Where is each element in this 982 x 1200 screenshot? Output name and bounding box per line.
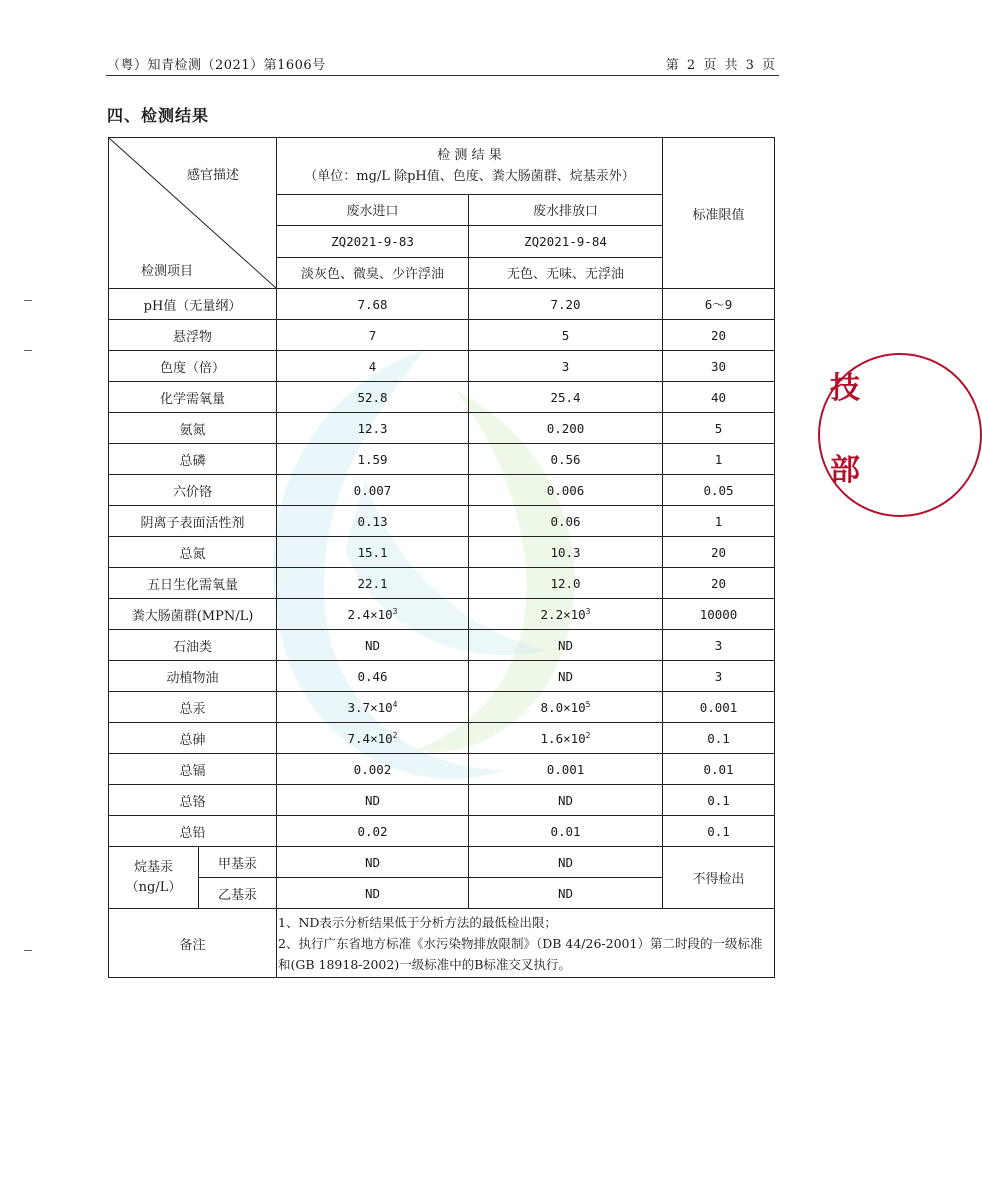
standard-limit: 40 <box>663 382 775 413</box>
outlet-value <box>469 692 663 723</box>
outlet-value <box>469 444 663 475</box>
inlet-value <box>277 723 469 754</box>
inlet-exponent: 2 <box>392 730 398 740</box>
inlet-value <box>277 692 469 723</box>
inlet-value-text: 7.68 <box>357 296 388 312</box>
standard-limit: 20 <box>663 568 775 599</box>
outlet-value <box>469 754 663 785</box>
outlet-value <box>469 289 663 320</box>
inlet-value <box>277 568 469 599</box>
inlet-value <box>277 816 469 847</box>
table-row <box>109 413 775 444</box>
outlet-value-text: 7.20 <box>550 296 581 312</box>
inlet-value-text: 0.02 <box>357 823 388 839</box>
sample-name: 废水进口 <box>277 194 469 225</box>
scan-mark <box>24 300 32 301</box>
test-item: 五日生化需氧量 <box>109 568 277 599</box>
inlet-value-text: 0.007 <box>353 482 392 498</box>
standard-limit: 5 <box>663 413 775 444</box>
outlet-value <box>469 630 663 661</box>
inlet-value-text: 3.7×10 <box>347 699 393 715</box>
page-info: 第 2 页 共 3 页 <box>665 58 777 73</box>
results-header <box>277 138 663 195</box>
inlet-value <box>277 661 469 692</box>
inlet-value: ND <box>277 847 469 878</box>
inlet-value-text: 2.4×10 <box>347 606 393 622</box>
sensory-header: 感官描述 <box>187 168 240 183</box>
test-item: 动植物油 <box>109 661 277 692</box>
test-item: 总铬 <box>109 785 277 816</box>
sample-code: ZQ2021-9-84 <box>469 226 663 257</box>
inlet-value <box>277 320 469 351</box>
outlet-value <box>469 723 663 754</box>
item-header: 检测项目 <box>141 264 194 279</box>
outlet-value <box>469 320 663 351</box>
inlet-value-text: 0.13 <box>357 513 388 529</box>
alkyl-limit: 不得检出 <box>663 847 775 909</box>
standard-limit: 1 <box>663 506 775 537</box>
outlet-value <box>469 506 663 537</box>
test-item: 总砷 <box>109 723 277 754</box>
test-item: pH值（无量纲） <box>109 289 277 320</box>
alkyl-item: 乙基汞 <box>199 878 277 909</box>
outlet-value <box>469 785 663 816</box>
inlet-value <box>277 537 469 568</box>
outlet-value-text: 10.3 <box>550 544 581 560</box>
remarks-label: 备注 <box>109 909 277 978</box>
header-divider <box>106 75 779 76</box>
outlet-value-text: 8.0×10 <box>540 699 586 715</box>
outlet-value-text: 0.200 <box>546 420 585 436</box>
inlet-value <box>277 785 469 816</box>
inlet-exponent: 4 <box>392 699 398 709</box>
table-row <box>109 568 775 599</box>
test-item: 总铅 <box>109 816 277 847</box>
unit-note: （单位：mg/L 除pH值、色度、粪大肠菌群、烷基汞外） <box>304 168 635 184</box>
sample-description: 无色、无味、无浮油 <box>469 257 663 288</box>
sample-description: 淡灰色、微臭、少许浮油 <box>277 257 469 288</box>
inlet-value-text: 7 <box>368 327 377 343</box>
test-item: 粪大肠菌群(MPN/L) <box>109 599 277 630</box>
inlet-value <box>277 289 469 320</box>
table-row <box>109 382 775 413</box>
table-row <box>109 661 775 692</box>
outlet-value <box>469 816 663 847</box>
outlet-value-text: 0.001 <box>546 761 585 777</box>
inlet-value-text: 15.1 <box>357 544 388 560</box>
standard-limit: 0.1 <box>663 816 775 847</box>
results-table <box>108 137 775 978</box>
inlet-value <box>277 754 469 785</box>
outlet-exponent: 3 <box>585 606 591 616</box>
results-title: 检 测 结 果 <box>437 147 502 163</box>
standard-limit: 0.01 <box>663 754 775 785</box>
standard-header: 标准限值 <box>663 138 775 289</box>
table-row <box>109 692 775 723</box>
inlet-value <box>277 444 469 475</box>
sample-name: 废水排放口 <box>469 194 663 225</box>
remarks-content <box>277 909 775 978</box>
table-row <box>109 444 775 475</box>
outlet-value-text: 3 <box>561 358 570 374</box>
test-item: 总镉 <box>109 754 277 785</box>
outlet-value-text: 2.2×10 <box>540 606 586 622</box>
standard-limit: 10000 <box>663 599 775 630</box>
standard-limit: 3 <box>663 630 775 661</box>
standard-limit: 20 <box>663 320 775 351</box>
standard-limit: 0.001 <box>663 692 775 723</box>
test-item: 氨氮 <box>109 413 277 444</box>
inlet-value <box>277 413 469 444</box>
inlet-value-text: 1.59 <box>357 451 388 467</box>
test-item: 六价铬 <box>109 475 277 506</box>
outlet-value <box>469 382 663 413</box>
table-row <box>109 630 775 661</box>
inlet-value-text: 0.002 <box>353 761 392 777</box>
table-row <box>109 816 775 847</box>
test-item: 总氮 <box>109 537 277 568</box>
outlet-value <box>469 537 663 568</box>
table-row <box>109 599 775 630</box>
inlet-value: ND <box>277 878 469 909</box>
outlet-value-text: 1.6×10 <box>540 730 586 746</box>
sample-code: ZQ2021-9-83 <box>277 226 469 257</box>
inlet-value-text: 22.1 <box>357 575 388 591</box>
standard-limit: 0.05 <box>663 475 775 506</box>
inlet-value <box>277 506 469 537</box>
outlet-value: ND <box>469 878 663 909</box>
outlet-exponent: 5 <box>585 699 591 709</box>
table-row <box>109 289 775 320</box>
inlet-value-text: ND <box>364 792 381 808</box>
standard-limit: 3 <box>663 661 775 692</box>
test-item: 阴离子表面活性剂 <box>109 506 277 537</box>
test-item: 总汞 <box>109 692 277 723</box>
outlet-exponent: 2 <box>585 730 591 740</box>
outlet-value-text: 0.006 <box>546 482 585 498</box>
standard-limit: 6～9 <box>663 289 775 320</box>
outlet-value-text: 0.01 <box>550 823 581 839</box>
table-row <box>109 506 775 537</box>
test-item: 化学需氧量 <box>109 382 277 413</box>
table-row <box>109 320 775 351</box>
table-row <box>109 723 775 754</box>
test-item: 色度（倍） <box>109 351 277 382</box>
test-item: 悬浮物 <box>109 320 277 351</box>
scan-mark <box>24 950 32 951</box>
diagonal-header-cell <box>109 138 277 289</box>
test-item: 总磷 <box>109 444 277 475</box>
alkyl-unit: （ng/L） <box>125 879 182 895</box>
table-row <box>109 475 775 506</box>
outlet-value-text: 12.0 <box>550 575 581 591</box>
scan-mark <box>24 350 32 351</box>
outlet-value <box>469 599 663 630</box>
outlet-value-text: 0.56 <box>550 451 581 467</box>
outlet-value <box>469 351 663 382</box>
inlet-value-text: 7.4×10 <box>347 730 393 746</box>
inlet-value-text: 12.3 <box>357 420 388 436</box>
outlet-value: ND <box>469 847 663 878</box>
inlet-exponent: 3 <box>392 606 398 616</box>
outlet-value <box>469 413 663 444</box>
outlet-value-text: 5 <box>561 327 570 343</box>
alkyl-mercury-label <box>109 847 199 909</box>
table-row <box>109 537 775 568</box>
inlet-value <box>277 475 469 506</box>
table-row <box>109 754 775 785</box>
outlet-value <box>469 568 663 599</box>
company-stamp: 技 部 <box>812 345 872 515</box>
inlet-value-text: 0.46 <box>357 668 388 684</box>
outlet-value <box>469 475 663 506</box>
standard-limit: 30 <box>663 351 775 382</box>
remark-line: 2、执行广东省地方标准《水污染物排放限制》（DB 44/26-2001）第二时段的一级标准和(GB 18918-2002)一级标准中的B标准交叉执行。 <box>278 935 763 972</box>
report-number: （粤）知青检测（2021）第1606号 <box>107 58 326 73</box>
outlet-value-text: 0.06 <box>550 513 581 529</box>
table-row <box>109 351 775 382</box>
section-title: 四、检测结果 <box>107 106 210 125</box>
outlet-value <box>469 661 663 692</box>
standard-limit: 0.1 <box>663 785 775 816</box>
test-item: 石油类 <box>109 630 277 661</box>
inlet-value <box>277 630 469 661</box>
inlet-value-text: ND <box>364 637 381 653</box>
alkyl-label-line: 烷基汞 <box>133 859 173 875</box>
outlet-value-text: ND <box>557 637 574 653</box>
data-rows <box>109 289 775 847</box>
inlet-value <box>277 351 469 382</box>
alkyl-item: 甲基汞 <box>199 847 277 878</box>
table-row <box>109 785 775 816</box>
standard-limit: 20 <box>663 537 775 568</box>
inlet-value-text: 52.8 <box>357 389 388 405</box>
outlet-value-text: 25.4 <box>550 389 581 405</box>
inlet-value <box>277 599 469 630</box>
outlet-value-text: ND <box>557 792 574 808</box>
standard-limit: 0.1 <box>663 723 775 754</box>
standard-limit: 1 <box>663 444 775 475</box>
remark-line: 1、ND表示分析结果低于分析方法的最低检出限； <box>278 914 557 930</box>
inlet-value <box>277 382 469 413</box>
inlet-value-text: 4 <box>368 358 377 374</box>
outlet-value-text: ND <box>557 668 574 684</box>
